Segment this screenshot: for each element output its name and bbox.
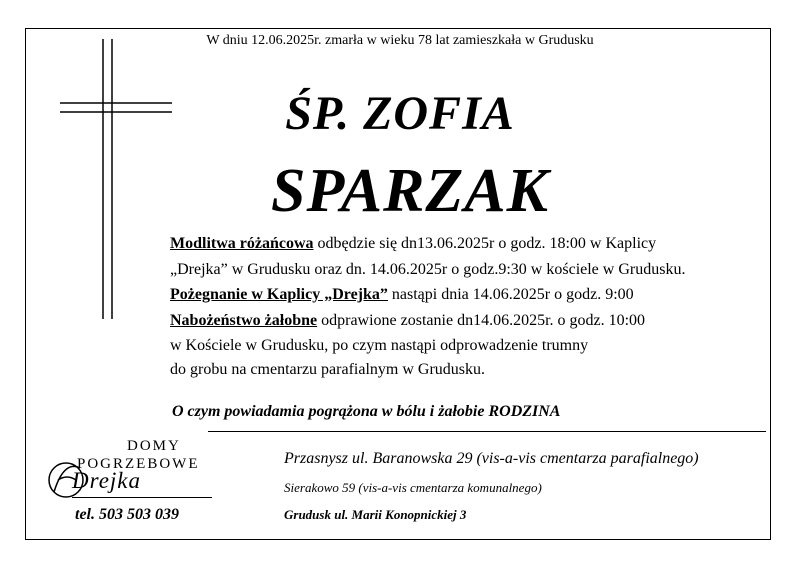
farewell-heading: Pożegnanie w Kaplicy „Drejka”: [170, 286, 388, 303]
rosary-text: odbędzie się dn13.06.2025r o godz. 18:00 w Kaplicy: [313, 235, 657, 252]
deceased-name-line1: ŚP. ZOFIA: [285, 87, 515, 140]
logo-text-pogrzebowe: POGRZEBOWE: [77, 456, 200, 472]
mass-line: [170, 312, 645, 330]
phone-number: tel. 503 503 039: [75, 506, 179, 523]
rosary-heading: Modlitwa różańcowa: [170, 235, 314, 252]
logo-text-domy: DOMY: [127, 438, 181, 454]
mass-line2: w Kościele w Grudusku, po czym nastąpi odprowadzenie trumny: [170, 337, 589, 354]
footer-divider: [208, 431, 766, 432]
farewell-line: [170, 286, 634, 304]
rosary-line: [170, 235, 656, 253]
mass-line3: do grobu na cmentarzu parafialnym w Grudusku.: [170, 361, 486, 378]
mass-heading: Nabożeństwo żałobne: [170, 312, 318, 329]
address-grudusk: Grudusk ul. Marii Konopnickiej 3: [284, 507, 467, 522]
logo-underline: [72, 497, 212, 498]
deceased-name-line2: SPARZAK: [270, 157, 550, 225]
rosary-line2: „Drejka” w Grudusku oraz dn. 14.06.2025r o godz.9:30 w kościele w Grudusku.: [170, 261, 686, 278]
farewell-text: nastąpi dnia 14.06.2025r o godz. 9:00: [387, 286, 634, 303]
logo-text-drejka: Drejka: [72, 468, 142, 493]
intro-line: W dniu 12.06.2025r. zmarła w wieku 78 lat zamieszkała w Grudusku: [206, 33, 594, 48]
address-przasnysz: Przasnysz ul. Baranowska 29 (vis-a-vis cmentarza parafialnego): [284, 450, 699, 467]
mass-text: odprawione zostanie dn14.06.2025r. o godz. 10:00: [317, 312, 646, 329]
address-sierakowo: Sierakowo 59 (vis-a-vis cmentarza komunalnego): [284, 480, 542, 495]
closing-line: O czym powiadamia pogrążona w bólu i żałobie RODZINA: [172, 403, 561, 420]
